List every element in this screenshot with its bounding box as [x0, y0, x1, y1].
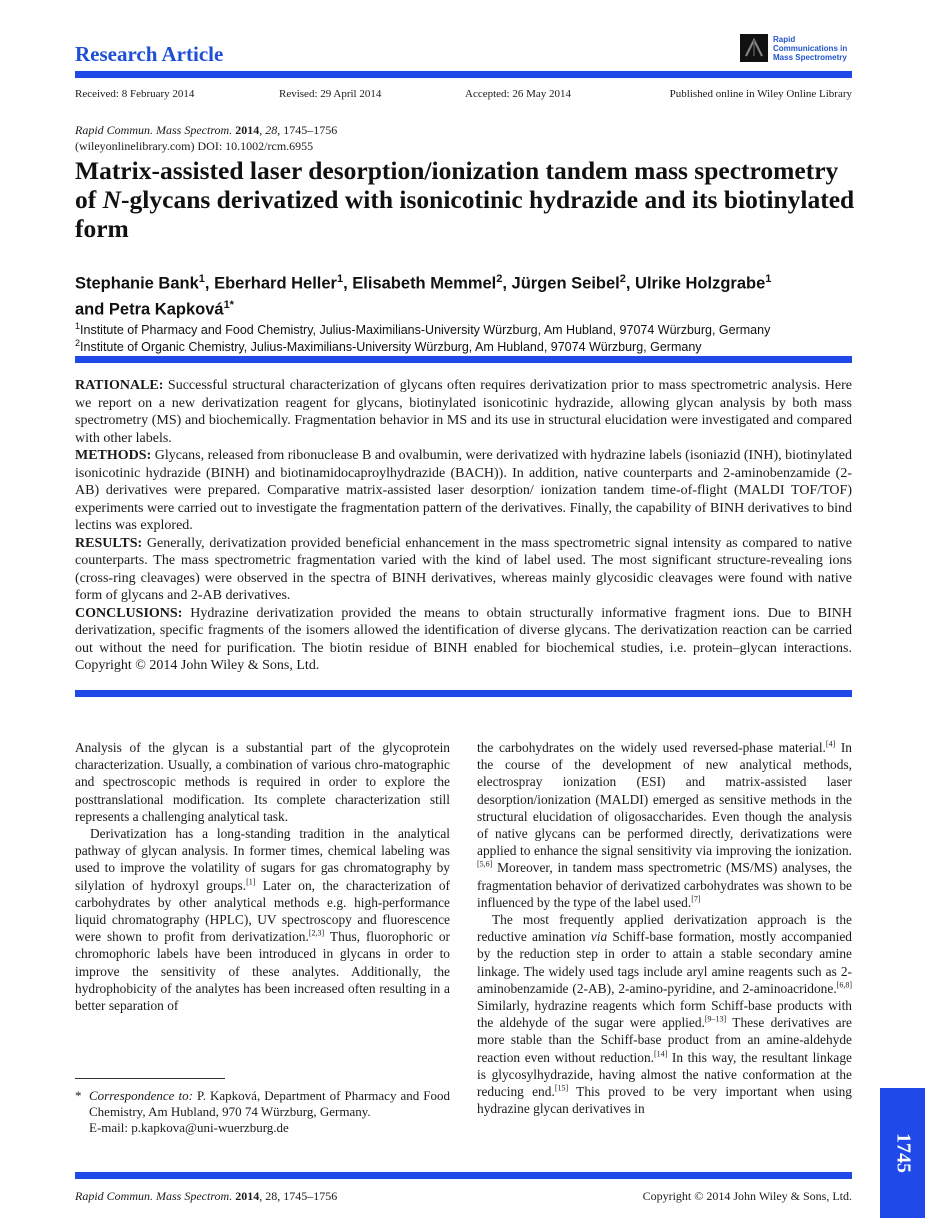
author: Stephanie Bank [75, 274, 199, 293]
affiliation-1: $^1$Institute of Pharmacy and Food Chemistry, Julius-Maximilians-University Würzburg, Am Hubland, 97074 Würzburg, Germany [75, 321, 771, 338]
abstract [75, 377, 852, 675]
author: Jürgen Seibel [511, 274, 620, 293]
date-accepted: Accepted: 26 May 2014 [465, 88, 571, 100]
doi-line: (wileyonlinelibrary.com) DOI: 10.1002/rcm.6955 [75, 139, 314, 153]
abstract-results: RESULTS: Generally, derivatization provided beneficial enhancement in the mass spectrometric signal intensity as compared to native counterparts. The mass spectrometric fragmentation varied with the kind of label used. The most significant structure-revealing ions (cross-ring cleavages) were observed in the spectra of BINH derivatives, whereas mainly glycosidic cleavages were found with native form of glycans and 2-AB derivatives. [75, 535, 852, 603]
author: and Petra Kapková [75, 300, 224, 318]
correspondence-footnote: * Correspondence to: P. Kapková, Department of Pharmacy and Food Chemistry, Am Hubland, 970 74 Würzburg, Germany. E-mail: p.kapkova@uni-wuerzburg.de [75, 1088, 451, 1136]
footer-citation: Rapid Commun. Mass Spectrom. 2014, 28, 1745–1756 [75, 1189, 338, 1203]
affiliation-2: $^2$Institute of Organic Chemistry, Julius-Maximilians-University Würzburg, Am Hubland, 97074 Würzburg, Germany [75, 338, 702, 355]
abstract-methods: METHODS: Glycans, released from ribonuclease B and ovalbumin, were derivatized with hydrazine labels (isoniazid (INH), biotinylated isonicotinic hydrazide (BINH) and biotinamidocaproylhydrazide (BACH)). In addition, native counterparts and 2-aminobenzamide (2-AB) derivatives were prepared. Comparative matrix-assisted laser desorption/ ionization tandem time-of-flight (MALDI TOF/TOF) experiments were carried out to investigate the fragmentation pattern of the derivatives. Finally, the capability of BINH derivatives to bind lectins was explored. [75, 448, 852, 533]
paragraph: Analysis of the glycan is a substantial part of the glycoprotein characterization. Usually, a combination of various chro-matographic and spectroscopic methods is required in order to explore the posttranslational modification. Its complete characterization still represents a challenging analytical task. [75, 740, 450, 824]
author: Ulrike Holzgrabe [635, 274, 766, 293]
author-list: Stephanie Bank$^1$, Eberhard Heller$^1$, Elisabeth Memmel$^2$, Jürgen Seibel$^2$, Ulrike Holzgrabe$^1$ and Petra Kapková$^{1*}$ [75, 273, 772, 318]
abstract-bottom-rule [75, 690, 852, 697]
abstract-rationale: RATIONALE: Successful structural characterization of glycans often requires derivatization prior to mass spectrometric analysis. Here we report on a new derivatization reagent for glycans, biotinylated isonicotinic hydrazide, allowing glycan analysis by both mass spectrometry (MS) and biochemically. Fragmentation behavior in MS and its use in structural elucidation were investigated and compared with other labels. [75, 378, 852, 446]
date-revised: Revised: 29 April 2014 [279, 88, 382, 100]
correspondence-email: E-mail: p.kapkova@uni-wuerzburg.de [89, 1120, 289, 1136]
abstract-top-rule [75, 356, 852, 363]
article-title: Matrix-assisted laser desorption/ionization tandem mass spectrometry of N-glycans derivatized with isonicotinic hydrazide and its biotinylated form [75, 156, 855, 243]
paragraph: The most frequently applied derivatization approach is the reductive amination via Schiff-base formation, mostly accompanied by the reduction step in order to attain a stable secondary amine linkage. The widely used tags include aryl amine reagents such as 2-aminobenzamide (2-AB), 2-amino-pyridine, and 2-aminoacridone.[6,8] Similarly, hydrazine reagents which form Schiff-base products with the aldehyde of the sugar were applied.[9–13] These derivatives are more stable than the Schiff-base product from an amine-aldehyde reaction even without reduction.[14] In this way, the resultant linkage is glycosylhydrazide, having almost the native conformation at the reducing end.[15] This proved to be very important when using hydrazine glycan derivatives in [477, 912, 852, 1117]
footer-copyright: Copyright © 2014 John Wiley & Sons, Ltd. [642, 1189, 852, 1203]
body-right-column [477, 739, 852, 1117]
author: Eberhard Heller [214, 274, 337, 293]
footer-rule [75, 1172, 852, 1179]
date-received: Received: 8 February 2014 [75, 88, 195, 100]
body-left-column [75, 739, 450, 1014]
journal-logo-mark [740, 34, 768, 62]
paragraph: Derivatization has a long-standing tradition in the analytical pathway of glycan analysis. In former times, chemical labeling was used to improve the volatility of sugars for gas chromatography by silylation of hydroxyl groups.[1] Later on, the characterization of carbohydrates by other analytical methods e.g. high-performance liquid chromatography (HPLC), UV spectroscopy and fluorescence were shown to profit from derivatization.[2,3] Thus, fluorophoric or chromophoric labels have been introduced in glycans in order to improve the sensitivity of these analytes. Additionally, the hydrophobicity of the analytes has been increased often resulting in a better separation of [75, 826, 450, 1014]
journal-logo-text: Rapid Communications in Mass Spectrometry [773, 35, 848, 62]
page-number-tab: 1745 [880, 1088, 925, 1218]
date-published: Published online in Wiley Online Library [669, 88, 852, 100]
citation: Rapid Commun. Mass Spectrom. 2014, 28, 1745–1756 (wileyonlinelibrary.com) DOI: 10.1002/rcm.6955 [75, 123, 338, 153]
author: Elisabeth Memmel [352, 274, 497, 293]
paragraph: the carbohydrates on the widely used reversed-phase material.[4] In the course of the development of new analytical methods, electrospray ionization (ESI) and matrix-assisted laser desorption/ionization (MALDI) emerged as sensitive methods in the structural elucidation of oligosaccharides. Even though the analysis of native glycans can be performed directly, derivatizations were applied to enhance the signal sensitivity via improving the ionization.[5,6] Moreover, in tandem mass spectrometric (MS/MS) analyses, the fragmentation behavior of derivatized carbohydrates was shown to be influenced by the type of the label used.[7] [477, 739, 852, 910]
header-rule [75, 71, 852, 78]
section-label: Research Article [75, 42, 224, 66]
journal-logo [740, 34, 855, 64]
abstract-conclusions: CONCLUSIONS: Hydrazine derivatization provided the means to obtain structurally informative fragment ions. Due to BINH derivatization, specific fragments of the isomers allowed the identification of diverse glycans. The derivatization reaction can be carried out without the need for purification. The biotin residue of BINH enabled for biochemical studies, i.e. protein–glycan interactions. Copyright © 2014 John Wiley & Sons, Ltd. [75, 605, 852, 673]
footnote-rule [75, 1078, 225, 1079]
